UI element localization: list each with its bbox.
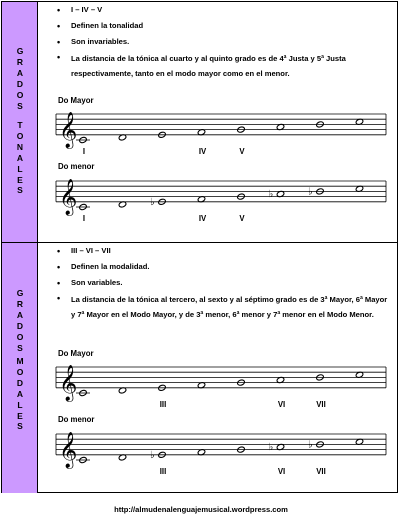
content-tonales	[39, 2, 397, 242]
worksheet	[1, 1, 398, 493]
side-title-grados	[2, 46, 38, 111]
side-letter: S	[17, 421, 23, 432]
side-letter: E	[17, 174, 23, 185]
side-letter: L	[17, 163, 23, 174]
bullet-item: • Definen la modalidad.	[57, 259, 391, 275]
side-bar-modales	[2, 243, 38, 493]
side-letter: G	[16, 46, 24, 56]
side-letter: G	[16, 288, 24, 298]
bullet-item: • Son variables.	[57, 275, 391, 291]
staff-label-menor: Do menor	[58, 415, 95, 424]
side-title-grados	[2, 288, 38, 353]
bullet-item: • Son invariables.	[57, 34, 391, 50]
degree-label: III	[159, 399, 167, 409]
side-title-tonales	[2, 120, 38, 196]
degree-label: V	[239, 146, 245, 156]
bullet-item: • III – VI – VII	[57, 243, 391, 259]
side-letter: A	[16, 388, 24, 399]
side-letter: S	[17, 100, 23, 111]
staff-label-mayor: Do Mayor	[58, 96, 94, 105]
bullet-item: • I – IV – V	[57, 2, 391, 18]
side-letter: A	[16, 152, 24, 163]
side-letter: O	[16, 331, 24, 342]
side-letter: D	[16, 320, 24, 331]
side-letter: E	[17, 410, 23, 421]
side-title-modales	[2, 356, 38, 432]
treble-clef-icon: 𝄞	[59, 178, 78, 215]
staff-label-mayor: Do Mayor	[58, 349, 94, 358]
treble-clef-icon: 𝄞	[59, 111, 78, 148]
treble-clef-icon: 𝄞	[59, 364, 78, 401]
music-staff	[52, 173, 392, 225]
side-letter: L	[17, 399, 23, 410]
side-letter: D	[16, 78, 24, 89]
degree-label: V	[239, 213, 245, 223]
music-staff	[52, 426, 392, 478]
side-letter: R	[16, 298, 24, 309]
degree-label: IV	[198, 146, 207, 156]
bullet-item: • La distancia de la tónica al tercero, al sexto y al séptimo grado es de 3ª Mayor, 6ª Mayor y 7ª Mayor en el Modo Mayor, y de 3ª menor, 6ª menor y 7ª menor en el Modo Menor.	[57, 291, 391, 322]
degree-label: VI	[277, 466, 286, 476]
degree-label: I	[82, 213, 86, 223]
flat-icon: ♭	[150, 196, 155, 208]
bullet-list	[57, 243, 391, 322]
flat-icon: ♭	[308, 439, 313, 451]
side-bar-tonales	[2, 2, 38, 242]
side-letter: O	[16, 130, 24, 141]
degree-label: I	[82, 146, 86, 156]
section-grados-modales	[2, 243, 397, 493]
degree-label: VI	[277, 399, 286, 409]
footer-url: http://almudenalenguajemusical.wordpress.com	[114, 505, 288, 514]
side-letter: T	[17, 120, 23, 130]
flat-icon: ♭	[308, 186, 313, 198]
music-staff	[52, 106, 392, 158]
side-letter: N	[16, 141, 24, 152]
side-letter: A	[16, 67, 24, 78]
bullet-item: • La distancia de la tónica al cuarto y al quinto grado es de 4ª Justa y 5ª Justa respectivamente, tanto en el modo mayor como en el menor.	[57, 50, 391, 81]
side-letter: D	[16, 377, 24, 388]
section-grados-tonales	[2, 2, 397, 243]
degree-label: III	[159, 466, 167, 476]
side-letter: O	[16, 89, 24, 100]
degree-label: VII	[316, 399, 326, 409]
side-letter: R	[16, 56, 24, 67]
music-staff	[52, 359, 392, 411]
content-modales	[39, 243, 397, 493]
bullet-list	[57, 2, 391, 81]
flat-icon: ♭	[268, 442, 274, 453]
staff-label-menor: Do menor	[58, 162, 95, 171]
side-letter: A	[16, 309, 24, 320]
side-letter: S	[17, 185, 23, 196]
bullet-item: • Definen la tonalidad	[57, 18, 391, 34]
side-letter: S	[17, 342, 23, 353]
flat-icon: ♭	[150, 449, 155, 461]
side-letter: M	[16, 356, 24, 366]
side-letter: O	[16, 366, 24, 377]
flat-icon: ♭	[268, 189, 274, 200]
degree-label: IV	[198, 213, 207, 223]
treble-clef-icon: 𝄞	[59, 431, 78, 468]
degree-label: VII	[316, 466, 326, 476]
